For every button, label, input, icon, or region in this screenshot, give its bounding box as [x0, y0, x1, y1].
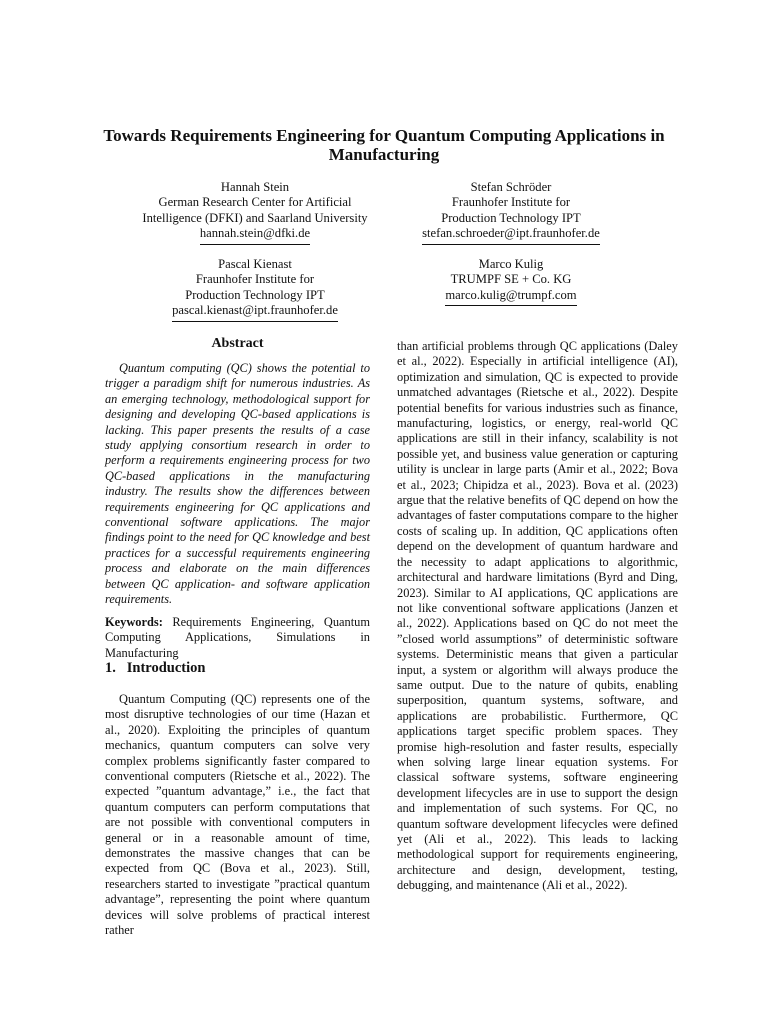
author-affiliation: Production Technology IPT	[441, 210, 581, 225]
author-block-schroeder	[366, 180, 656, 245]
author-affiliation: Production Technology IPT	[185, 287, 325, 302]
author-affiliation: Intelligence (DFKI) and Saarland University	[142, 210, 368, 225]
keywords	[105, 615, 370, 661]
author-email[interactable]: hannah.stein@dfki.de	[200, 226, 310, 244]
section-heading-introduction: 1. Introduction	[105, 660, 206, 676]
author-block-kulig	[366, 257, 656, 306]
author-email[interactable]: marco.kulig@trumpf.com	[445, 288, 576, 306]
author-email[interactable]: pascal.kienast@ipt.fraunhofer.de	[172, 303, 338, 321]
keywords-label: Keywords:	[105, 615, 163, 629]
author-block-stein	[110, 180, 400, 245]
author-affiliation: Fraunhofer Institute for	[195, 272, 315, 287]
keywords-text: Requirements Engineering, Quantum Computing Applications, Simulations in Manufacturing	[105, 615, 370, 660]
author-name: Pascal Kienast	[218, 257, 292, 271]
author-affiliation: TRUMPF SE + Co. KG	[450, 272, 572, 287]
author-name: Stefan Schröder	[470, 180, 552, 194]
author-affiliation: German Research Center for Artificial	[158, 195, 352, 210]
abstract-heading: Abstract	[211, 336, 264, 351]
intro-paragraph-left: Quantum Computing (QC) represents one of the most disruptive technologies of our time (Hazan et al., 2020). Exploiting the principles of quantum mechanics, quantum computers can solve very complex problems significantly faster compared to conventional computers (Rietsche et al., 2022). The expected ”quantum advantage,” i.e., the fact that quantum computers can perform computations that are not possible with conventional computers in general or in a reasonable amount of time, demonstrates the massive changes that can be expected from QC (Bova et al., 2023). Still, researchers started to investigate ”practical quantum advantage”, representing the point where quantum devices will solve problems of practical interest rather	[105, 692, 370, 938]
author-email[interactable]: stefan.schroeder@ipt.fraunhofer.de	[422, 226, 600, 244]
author-affiliation: Fraunhofer Institute for	[451, 195, 571, 210]
intro-paragraph-right: than artificial problems through QC applications (Daley et al., 2022). Especially in artificial intelligence (AI), optimization and simulation, QC is expected to provide unmatched advantages (Rietsche et al., 2022). Despite potential benefits for various industries such as finance, manufacturing, logistics, or energy, real-world QC applications are still in their infancy, scalability is not possible yet, and business value generation or capturing utility is unclear in large parts (Amir et al., 2022; Bova et al., 2023; Chipidza et al., 2023). Bova et al. (2023) argue that the relative benefits of QC depend on how the advantages of faster computations compare to the higher costs of scaling up. In addition, QC applications often depend on the development of quantum hardware and the necessity to adapt applications to algorithmic, architectural and hardware limitations (Byrd and Ding, 2023). Similar to AI applications, QC applications are not like conventional software applications (Janzen et al., 2022). Applications based on QC do not meet the ”closed world assumptions” of deterministic software systems. Deterministic means that given a particular input, a system or algorithm will always produce the same output. Due to the nature of qubits, enabling superposition, quantum systems, software, and applications are probabilistic. Furthermore, QC applications target specific problem spaces. They promise high-resolution and faster results, especially when solving large linear equation systems. For classical software systems, software engineering development lifecycles are in use to support the design and implementation of such systems. For QC, no quantum software development lifecycles were defined yet (Ali et al., 2022). This leads to lacking methodological support for requirements engineering, architecture and design, development, testing, debugging, and maintenance (Ali et al., 2022).	[397, 339, 678, 893]
abstract-text: Quantum computing (QC) shows the potential to trigger a paradigm shift for numerous industries. As an emerging technology, methodological support for designing and developing QC-based applications is lacking. This paper presents the results of a case study applying consortium research in order to perform a requirements engineering process for two QC-based applications in the manufacturing industry. The results show the differences between requirements engineering for QC applications and conventional software applications. The major findings point to the need for QC knowledge and best practices for a successful requirements engineering process and elaborate on the main differences between QC application- and software application requirements.	[105, 361, 370, 607]
author-block-kienast	[110, 257, 400, 322]
author-name: Hannah Stein	[220, 180, 290, 194]
paper-title: Towards Requirements Engineering for Quantum Computing Applications in Manufacturing	[103, 126, 665, 164]
author-name: Marco Kulig	[478, 257, 544, 271]
